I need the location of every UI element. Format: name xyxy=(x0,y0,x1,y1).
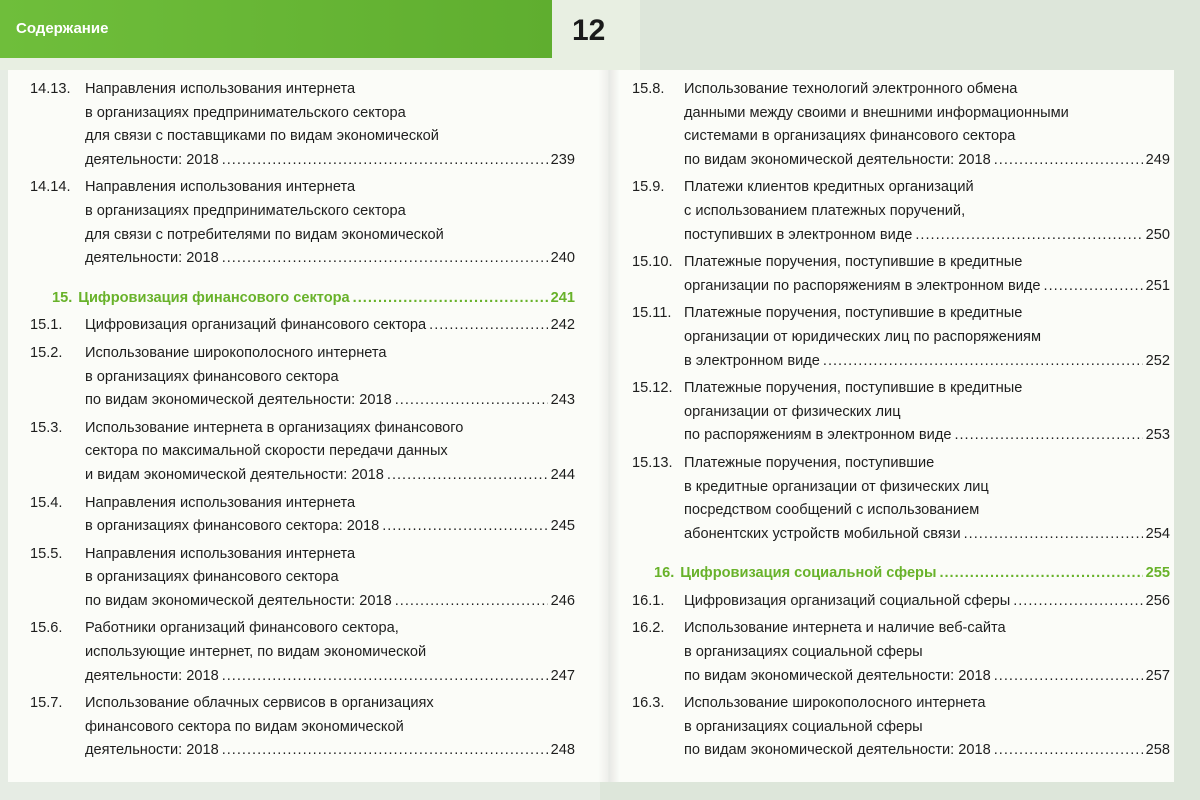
entry-line: по видам экономической деятельности: 2018 xyxy=(85,392,392,409)
page-ref[interactable]: 252 xyxy=(1145,352,1170,369)
entry-line: организации от физических лиц xyxy=(684,403,901,420)
entry-text xyxy=(680,562,1170,586)
entry-line: по видам экономической деятельности: 2018 xyxy=(684,667,991,684)
entry-number: 15.6. xyxy=(30,620,63,637)
entry-last-line xyxy=(85,515,575,539)
entry-line: в организациях социальной сферы xyxy=(684,644,923,661)
toc-right-column xyxy=(632,78,1170,767)
entry-line: Цифровизация организаций финансового сектора xyxy=(85,317,427,334)
entry-text xyxy=(85,342,575,413)
entry-line: данными между своими и внешними информационными xyxy=(684,104,1069,121)
entry-text xyxy=(85,492,575,539)
entry-line: по видам экономической деятельности: 2018 xyxy=(684,151,991,168)
entry-line: сектора по максимальной скорости передачи данных xyxy=(85,443,448,460)
page-ref[interactable]: 251 xyxy=(1145,277,1170,294)
dot-leader xyxy=(429,314,548,338)
entry-text xyxy=(85,176,575,270)
dot-leader xyxy=(994,665,1143,689)
toc-entry[interactable] xyxy=(30,314,575,338)
page-ref[interactable]: 253 xyxy=(1145,427,1170,444)
entry-line: в организациях предпринимательского сектора xyxy=(85,104,406,121)
page-ref[interactable]: 239 xyxy=(550,151,575,168)
page-ref[interactable]: 241 xyxy=(550,289,575,306)
entry-line: Использование облачных сервисов в организациях xyxy=(85,695,434,712)
entry-number: 15.1. xyxy=(30,317,63,334)
dot-leader xyxy=(964,523,1143,547)
entry-number: 15.7. xyxy=(30,695,63,712)
dot-leader xyxy=(222,149,548,173)
entry-line: Использование интернета в организациях финансового xyxy=(85,419,464,436)
entry-last-line xyxy=(85,389,575,413)
entry-line: Платежные поручения, поступившие в кредитные xyxy=(684,254,1023,271)
entry-line: для связи с поставщиками по видам экономической xyxy=(85,128,439,145)
toc-entry[interactable] xyxy=(632,377,1170,448)
entry-last-line xyxy=(85,739,575,763)
entry-line: в организациях социальной сферы xyxy=(684,718,923,735)
entry-line: использующие интернет, по видам экономической xyxy=(85,644,427,661)
entry-line: Использование широкополосного интернета xyxy=(684,695,986,712)
entry-text xyxy=(684,302,1170,373)
entry-number: 14.14. xyxy=(30,179,71,196)
dot-leader xyxy=(915,224,1142,248)
entry-number: 15.4. xyxy=(30,494,63,511)
entry-number: 16. xyxy=(654,565,675,582)
entry-last-line xyxy=(78,287,575,311)
toc-section-entry[interactable] xyxy=(632,562,1170,586)
entry-line: Цифровизация финансового сектора xyxy=(78,289,350,306)
entry-text xyxy=(85,78,575,172)
entry-last-line xyxy=(85,314,575,338)
toc-entry[interactable] xyxy=(632,617,1170,688)
entry-line: по видам экономической деятельности: 2018 xyxy=(684,742,991,759)
entry-number: 15.12. xyxy=(632,380,673,397)
entry-number: 15.10. xyxy=(632,254,673,271)
entry-line: в организациях финансового сектора xyxy=(85,368,339,385)
page-ref[interactable]: 248 xyxy=(550,742,575,759)
entry-line: Цифровизация организаций социальной сферы xyxy=(684,592,1011,609)
page-ref[interactable]: 242 xyxy=(550,317,575,334)
entry-last-line xyxy=(85,247,575,271)
page-ref[interactable]: 255 xyxy=(1145,565,1170,582)
entry-text xyxy=(85,692,575,763)
entry-line: абонентских устройств мобильной связи xyxy=(684,525,961,542)
entry-line: Использование интернета и наличие веб-сайта xyxy=(684,620,1006,637)
entry-line: организации от юридических лиц по распоряжениям xyxy=(684,328,1041,345)
header-green-bar xyxy=(0,0,552,58)
toc-entry[interactable] xyxy=(632,692,1170,763)
entry-number: 15.2. xyxy=(30,344,63,361)
toc-entry[interactable] xyxy=(632,452,1170,546)
entry-line: Работники организаций финансового сектора, xyxy=(85,620,399,637)
entry-last-line xyxy=(684,424,1170,448)
dot-leader xyxy=(353,287,548,311)
page-ref[interactable]: 258 xyxy=(1145,742,1170,759)
dot-leader xyxy=(222,247,548,271)
entry-line: по видам экономической деятельности: 2018 xyxy=(85,592,392,609)
page-ref[interactable]: 257 xyxy=(1145,667,1170,684)
page-number: 12 xyxy=(572,14,606,47)
page-ref[interactable]: 243 xyxy=(550,392,575,409)
entry-text xyxy=(684,452,1170,546)
entry-number: 15. xyxy=(52,289,73,306)
entry-text xyxy=(684,176,1170,247)
entry-line: Направления использования интернета xyxy=(85,545,356,562)
entry-line: Платежные поручения, поступившие в кредитные xyxy=(684,380,1023,397)
dot-leader xyxy=(939,562,1142,586)
entry-last-line xyxy=(684,590,1170,614)
entry-line: в кредитные организации от физических лиц xyxy=(684,478,989,495)
toc-entry[interactable] xyxy=(30,417,575,488)
dot-leader xyxy=(222,739,548,763)
entry-line: Платежи клиентов кредитных организаций xyxy=(684,179,974,196)
entry-text xyxy=(684,617,1170,688)
header-title: Содержание xyxy=(16,20,109,37)
entry-text xyxy=(85,617,575,688)
entry-line: Платежные поручения, поступившие в кредитные xyxy=(684,305,1023,322)
entry-line: системами в организациях финансового сектора xyxy=(684,128,1016,145)
entry-text xyxy=(78,287,575,311)
entry-line: с использованием платежных поручений, xyxy=(684,202,966,219)
entry-line: финансового сектора по видам экономической xyxy=(85,718,404,735)
entry-line: для связи с потребителями по видам экономической xyxy=(85,226,444,243)
toc-entry[interactable] xyxy=(632,251,1170,298)
dot-leader xyxy=(954,424,1142,448)
dot-leader xyxy=(1013,590,1142,614)
entry-line: организации по распоряжениям в электронном виде xyxy=(684,277,1041,294)
toc-entry[interactable] xyxy=(30,78,575,172)
toc-entry[interactable] xyxy=(30,692,575,763)
entry-text xyxy=(684,251,1170,298)
entry-line: по распоряжениям в электронном виде xyxy=(684,427,952,444)
entry-line: деятельности: 2018 xyxy=(85,250,219,267)
page-ref[interactable]: 254 xyxy=(1145,525,1170,542)
entry-text xyxy=(85,543,575,614)
entry-number: 16.3. xyxy=(632,695,665,712)
toc-entry[interactable] xyxy=(30,617,575,688)
entry-line: Направления использования интернета xyxy=(85,179,356,196)
page-ref[interactable]: 245 xyxy=(550,518,575,535)
entry-line: деятельности: 2018 xyxy=(85,151,219,168)
dot-leader xyxy=(387,464,548,488)
dot-leader xyxy=(994,739,1143,763)
dot-leader xyxy=(994,149,1143,173)
toc-entry[interactable] xyxy=(30,543,575,614)
entry-last-line xyxy=(684,275,1170,299)
entry-last-line xyxy=(684,665,1170,689)
entry-line: Использование широкополосного интернета xyxy=(85,344,387,361)
entry-last-line xyxy=(85,590,575,614)
page-ref[interactable]: 244 xyxy=(550,466,575,483)
entry-text xyxy=(85,314,575,338)
entry-last-line xyxy=(684,149,1170,173)
entry-last-line xyxy=(85,665,575,689)
entry-line: деятельности: 2018 xyxy=(85,742,219,759)
toc-entry[interactable] xyxy=(632,176,1170,247)
page-ref[interactable]: 246 xyxy=(550,592,575,609)
entry-line: Направления использования интернета xyxy=(85,81,356,97)
toc-entry[interactable] xyxy=(30,176,575,270)
entry-line: в организациях финансового сектора xyxy=(85,569,339,586)
entry-number: 15.8. xyxy=(632,81,665,97)
page-ref[interactable]: 240 xyxy=(550,250,575,267)
entry-last-line xyxy=(684,224,1170,248)
book-gutter xyxy=(598,70,620,782)
entry-line: поступивших в электронном виде xyxy=(684,226,913,243)
toc-section-entry[interactable] xyxy=(30,287,575,311)
entry-line: Использование технологий электронного обмена xyxy=(684,81,1018,97)
entry-line: посредством сообщений с использованием xyxy=(684,502,980,519)
entry-last-line xyxy=(85,149,575,173)
dot-leader xyxy=(395,389,548,413)
page-ref[interactable]: 247 xyxy=(550,667,575,684)
entry-number: 15.5. xyxy=(30,545,63,562)
entry-number: 15.3. xyxy=(30,419,63,436)
entry-last-line xyxy=(684,739,1170,763)
entry-line: в электронном виде xyxy=(684,352,820,369)
toc-entry[interactable] xyxy=(30,492,575,539)
toc-entry[interactable] xyxy=(632,590,1170,614)
dot-leader xyxy=(1044,275,1143,299)
entry-line: в организациях финансового сектора: 2018 xyxy=(85,518,380,535)
entry-line: Цифровизация социальной сферы xyxy=(680,565,937,582)
toc-entry[interactable] xyxy=(30,342,575,413)
entry-line: и видам экономической деятельности: 2018 xyxy=(85,466,384,483)
page-ref[interactable]: 250 xyxy=(1145,226,1170,243)
entry-line: деятельности: 2018 xyxy=(85,667,219,684)
page-ref[interactable]: 256 xyxy=(1145,592,1170,609)
entry-number: 16.2. xyxy=(632,620,665,637)
entry-line: в организациях предпринимательского сектора xyxy=(85,202,406,219)
entry-text xyxy=(684,78,1170,172)
entry-text xyxy=(85,417,575,488)
entry-text xyxy=(684,377,1170,448)
toc-entry[interactable] xyxy=(632,78,1170,172)
entry-text xyxy=(684,692,1170,763)
entry-line: Направления использования интернета xyxy=(85,494,356,511)
dot-leader xyxy=(382,515,547,539)
entry-number: 15.9. xyxy=(632,179,665,196)
page-header xyxy=(0,0,640,70)
toc-entry[interactable] xyxy=(632,302,1170,373)
entry-last-line xyxy=(680,562,1170,586)
entry-last-line xyxy=(684,523,1170,547)
entry-number: 16.1. xyxy=(632,592,665,609)
entry-last-line xyxy=(85,464,575,488)
page-ref[interactable]: 249 xyxy=(1145,151,1170,168)
entry-number: 14.13. xyxy=(30,81,71,97)
entry-last-line xyxy=(684,350,1170,374)
entry-line: Платежные поручения, поступившие xyxy=(684,454,935,471)
entry-number: 15.13. xyxy=(632,454,673,471)
dot-leader xyxy=(823,350,1143,374)
dot-leader xyxy=(222,665,548,689)
dot-leader xyxy=(395,590,548,614)
toc-left-column xyxy=(30,78,575,767)
entry-text xyxy=(684,590,1170,614)
entry-number: 15.11. xyxy=(632,305,672,322)
